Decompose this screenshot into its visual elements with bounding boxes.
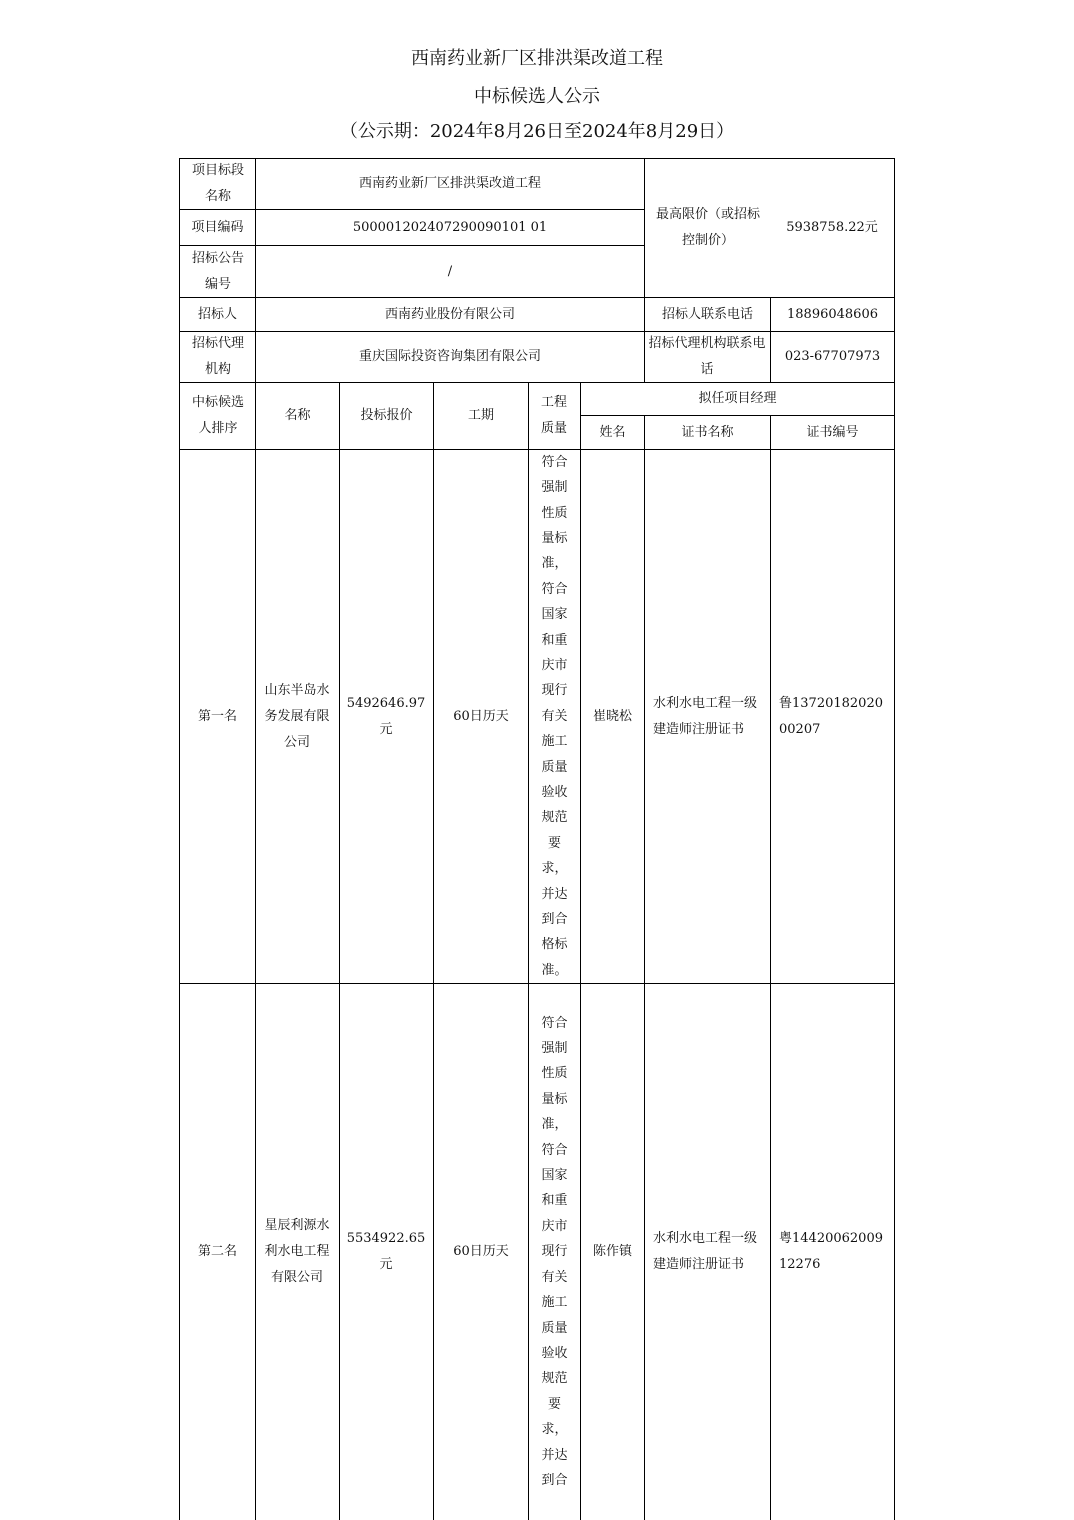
section-name-value: 西南药业新厂区排洪渠改道工程 [358, 175, 541, 191]
agency-label: 招标代理机构 [191, 336, 244, 377]
column-header-name: 名称 [284, 408, 311, 423]
agency-value: 重庆国际投资咨询集团有限公司 [358, 349, 541, 364]
certificate-number: 鲁1372018202000207 [779, 695, 883, 737]
notice-number-value: / [447, 263, 453, 279]
column-header-cert-no: 证书编号 [806, 424, 859, 440]
publicity-period: （公示期：2024年8月26日至2024年8月29日） [339, 121, 735, 142]
notice-number-label: 招标公告编号 [191, 250, 244, 292]
candidate-price: 5492646.97元 [346, 695, 426, 737]
tenderer-phone-value: 18896048606 [787, 306, 878, 322]
candidate-rank: 第一名 [197, 708, 237, 724]
tenderer-phone-label: 招标人联系电话 [661, 306, 753, 322]
max-price-label: 最高限价（或招标控制价） [655, 206, 760, 248]
project-code-label: 项目编码 [191, 219, 244, 235]
project-manager-name: 崔晓松 [592, 708, 632, 724]
column-header-pm-name: 姓名 [599, 424, 626, 440]
section-name-label: 项目标段名称 [191, 162, 244, 204]
column-header-rank: 中标候选人排序 [191, 395, 244, 436]
candidate-period: 60日历天 [453, 1244, 509, 1259]
project-code-value: 500001202407290090101 01 [352, 219, 548, 235]
candidate-period: 60日历天 [453, 708, 509, 724]
certificate-name: 水利水电工程一级建造师注册证书 [653, 1231, 758, 1272]
candidate-name: 星辰利源水利水电工程有限公司 [264, 1218, 330, 1285]
certificate-name: 水利水电工程一级建造师注册证书 [653, 695, 758, 737]
candidate-name: 山东半岛水务发展有限公司 [264, 682, 330, 750]
column-header-period: 工期 [467, 408, 494, 423]
agency-phone-label: 招标代理机构联系电话 [648, 336, 766, 377]
agency-phone-value: 023-67707973 [784, 349, 881, 364]
column-header-manager: 拟任项目经理 [698, 391, 777, 406]
candidate-rank: 第二名 [197, 1244, 237, 1259]
project-manager-name: 陈作镇 [592, 1244, 632, 1259]
column-header-cert-name: 证书名称 [681, 424, 734, 440]
candidate-quality: 符合强制性质量标准，符合国家和重庆市现行有关施工质量验收规范要求，并达到合格标准。 [541, 454, 568, 978]
tenderer-label: 招标人 [197, 306, 237, 322]
document-title: 西南药业新厂区排洪渠改道工程 [411, 48, 663, 69]
column-header-quality: 工程质量 [540, 395, 567, 436]
document-subtitle: 中标候选人公示 [474, 86, 600, 107]
candidate-price: 5534922.65元 [346, 1231, 426, 1272]
candidate-quality: 符合强制性质量标准，符合国家和重庆市现行有关施工质量验收规范要求，并达到合 [541, 1015, 568, 1488]
column-header-price: 投标报价 [360, 408, 413, 423]
tenderer-value: 西南药业股份有限公司 [384, 306, 515, 322]
max-price-value: 5938758.22元 [786, 219, 878, 235]
certificate-number: 粤1442006200912276 [779, 1231, 883, 1272]
